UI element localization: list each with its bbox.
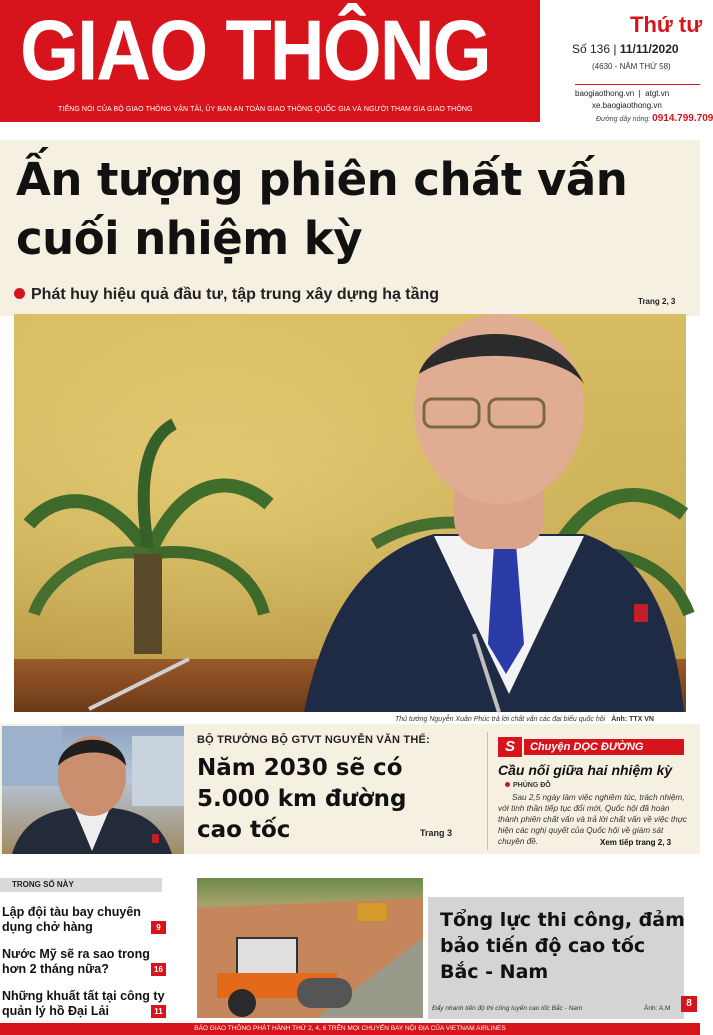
feature-title[interactable]: Tổng lực thi công, đảm bảo tiến độ cao tốc Bắc - Nam — [440, 909, 685, 983]
column-title[interactable]: Cầu nối giữa hai nhiệm kỳ — [498, 762, 673, 778]
column-more-link[interactable]: Xem tiếp trang 2, 3 — [600, 838, 672, 847]
minister-portrait — [2, 726, 184, 854]
toc-item[interactable] — [2, 905, 168, 935]
toc-heading: TRONG SỐ NÀY — [0, 878, 162, 892]
issue-date: 11/11/2020 — [619, 42, 679, 56]
issue-volume: (4630 - NĂM THỨ 58) — [592, 62, 671, 71]
lead-subhead[interactable]: Phát huy hiệu quả đầu tư, tập trung xây dựng hạ tầng — [31, 286, 440, 303]
hotline-number[interactable]: 0914.799.709 — [652, 113, 713, 124]
toc-item-title: Những khuất tất tại công ty quản lý hồ Đại Lải — [2, 989, 165, 1018]
lead-photo-caption-row — [395, 716, 654, 723]
lead-photo[interactable] — [14, 314, 686, 712]
column-tag — [498, 737, 685, 757]
lead-photo-credit: Ảnh: TTX VN — [611, 716, 654, 723]
lead-page-ref: Trang 2, 3 — [638, 297, 676, 306]
issue-separator: | — [613, 42, 620, 56]
toc-item-page: 9 — [151, 921, 166, 934]
toc-item-page: 16 — [151, 963, 166, 976]
car-site-link[interactable]: xe.baogiaothong.vn — [592, 101, 662, 110]
author-dot-icon — [505, 782, 510, 787]
feature-caption: Đẩy nhanh tiến độ thi công tuyến cao tốc Bắc - Nam — [432, 1005, 583, 1012]
atgt-link[interactable]: atgt.vn — [645, 89, 670, 98]
masthead — [0, 0, 713, 125]
road-roller-scene — [197, 878, 423, 1018]
issue-number: Số 136 — [572, 42, 611, 56]
speaker-figure — [284, 314, 686, 712]
column-divider — [487, 732, 488, 850]
column-tag-label: Chuyện DỌC ĐƯỜNG — [524, 739, 684, 755]
story2-page-ref: Trang 3 — [420, 828, 453, 838]
website-separator: | — [636, 89, 646, 98]
microphone-icon — [84, 654, 194, 712]
story2-title[interactable]: Năm 2030 sẽ có 5.000 km đường cao tốc — [197, 755, 407, 843]
construction-photo[interactable] — [197, 878, 423, 1018]
masthead-tagline: TIẾNG NÓI CỦA BỘ GIAO THÔNG VẬN TẢI, ỦY BAN AN TOÀN GIAO THÔNG QUỐC GIA VÀ NGƯỜI THAM GIA GIAO THÔNG — [58, 106, 473, 113]
palm-plant-icon — [24, 424, 274, 684]
column-author-row — [505, 782, 551, 789]
story2-kicker: BỘ TRƯỞNG BỘ GTVT NGUYỄN VĂN THỂ: — [197, 734, 430, 746]
column-author: PHÙNG ĐỖ — [513, 782, 551, 789]
toc-item-title: Lập đội tàu bay chuyên dụng chở hàng — [2, 905, 141, 934]
issue-weekday: Thứ tư — [630, 12, 703, 37]
feature-page-badge: 8 — [681, 996, 697, 1012]
logo-banner — [0, 0, 540, 122]
toc-item-title: Nước Mỹ sẽ ra sao trong hơn 2 tháng nữa? — [2, 947, 150, 976]
website-row — [575, 84, 700, 98]
toc-item[interactable] — [2, 989, 168, 1019]
issue-number-row — [572, 42, 679, 56]
lead-headline[interactable]: Ấn tượng phiên chất vấn cuối nhiệm kỳ — [16, 153, 628, 265]
minister-photo[interactable] — [2, 726, 184, 854]
website-link[interactable]: baogiaothong.vn — [575, 89, 635, 98]
bullet-dot-icon — [14, 288, 25, 299]
column-body: Sau 2,5 ngày làm việc nghiêm túc, trách nhiệm, với tinh thần tiếp tục đổi mới, Quốc hội đã hoàn thành phiên chất vấn và trả lời chất vấn về việc thực hiện các nghị quyết của Quốc hội về giám sát chuyên đề. — [498, 793, 688, 846]
hotline — [596, 113, 713, 124]
footer-bar: BÁO GIAO THÔNG PHÁT HÀNH THỨ 2, 4, 6 TRÊN MỌI CHUYẾN BAY NỘI ĐỊA CỦA VIETNAM AIRLINES — [0, 1023, 700, 1035]
newspaper-logo[interactable]: GIAO THÔNG — [20, 3, 490, 99]
feature-credit: Ảnh: A.M — [644, 1005, 671, 1012]
toc-item-page: 11 — [151, 1005, 166, 1018]
lead-subhead-row — [14, 286, 439, 304]
hotline-label: Đường dây nóng: — [596, 116, 651, 123]
toc-item[interactable] — [2, 947, 168, 977]
column-logo-icon: S — [498, 737, 522, 757]
lead-photo-caption: Thủ tướng Nguyễn Xuân Phúc trả lời chất vấn các đại biểu quốc hội — [395, 716, 606, 723]
